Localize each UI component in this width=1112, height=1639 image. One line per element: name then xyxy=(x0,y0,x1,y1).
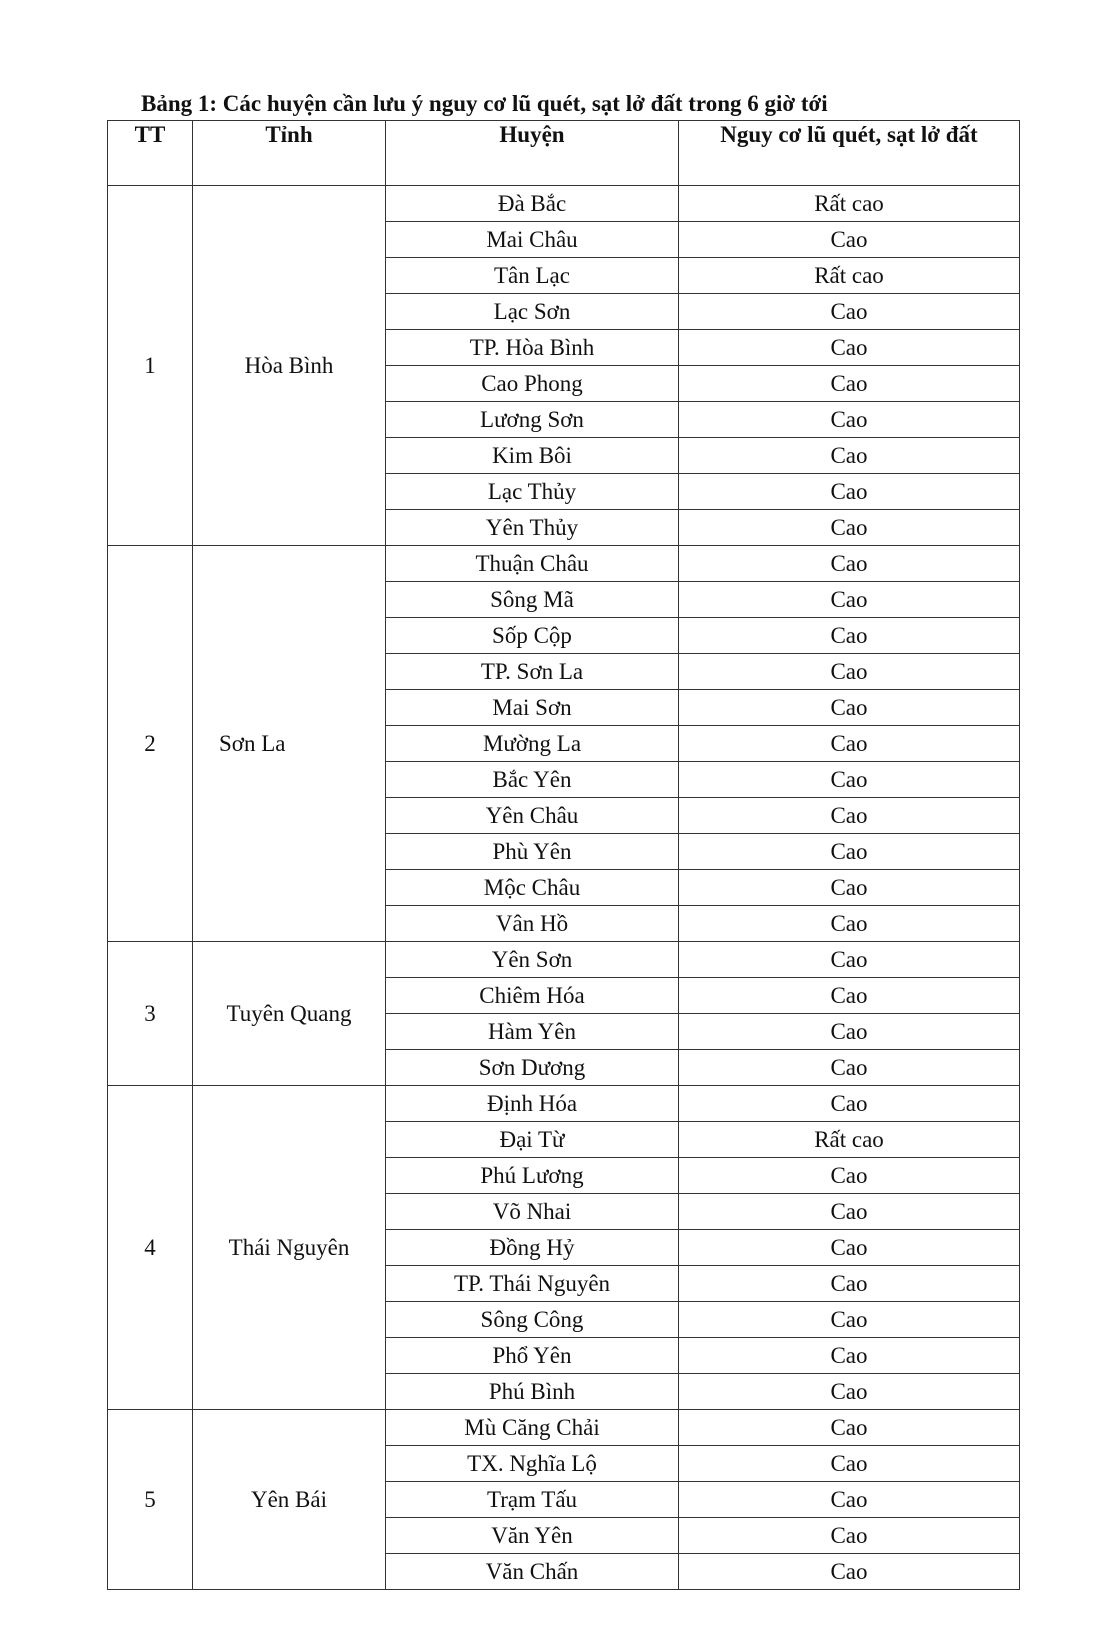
risk-cell: Cao xyxy=(679,1410,1020,1446)
district-cell: Mộc Châu xyxy=(386,870,679,906)
district-cell: TX. Nghĩa Lộ xyxy=(386,1446,679,1482)
risk-cell: Cao xyxy=(679,798,1020,834)
district-cell: Vân Hồ xyxy=(386,906,679,942)
risk-cell: Cao xyxy=(679,618,1020,654)
district-cell: Lạc Sơn xyxy=(386,294,679,330)
district-cell: Thuận Châu xyxy=(386,546,679,582)
district-cell: Yên Thủy xyxy=(386,510,679,546)
district-cell: Tân Lạc xyxy=(386,258,679,294)
risk-cell: Cao xyxy=(679,1482,1020,1518)
risk-cell: Cao xyxy=(679,1554,1020,1590)
table-row xyxy=(108,942,1020,978)
district-cell: Phú Bình xyxy=(386,1374,679,1410)
header-risk: Nguy cơ lũ quét, sạt lở đất xyxy=(679,121,1020,186)
risk-cell: Cao xyxy=(679,654,1020,690)
district-cell: Văn Chấn xyxy=(386,1554,679,1590)
district-cell: Hàm Yên xyxy=(386,1014,679,1050)
risk-cell: Cao xyxy=(679,1230,1020,1266)
district-cell: Định Hóa xyxy=(386,1086,679,1122)
risk-cell: Cao xyxy=(679,1194,1020,1230)
risk-cell: Cao xyxy=(679,942,1020,978)
district-cell: Đà Bắc xyxy=(386,186,679,222)
district-cell: Mai Sơn xyxy=(386,690,679,726)
risk-cell: Cao xyxy=(679,222,1020,258)
district-cell: Yên Châu xyxy=(386,798,679,834)
risk-cell: Cao xyxy=(679,690,1020,726)
province-cell: Thái Nguyên xyxy=(193,1086,386,1410)
district-cell: Bắc Yên xyxy=(386,762,679,798)
risk-cell: Cao xyxy=(679,978,1020,1014)
risk-cell: Cao xyxy=(679,366,1020,402)
province-cell: Yên Bái xyxy=(193,1410,386,1590)
risk-cell: Cao xyxy=(679,294,1020,330)
table-title: Bảng 1: Các huyện cần lưu ý nguy cơ lũ quét, sạt lở đất trong 6 giờ tới xyxy=(141,91,828,116)
table-row xyxy=(108,1086,1020,1122)
tt-cell: 2 xyxy=(108,546,193,942)
risk-cell: Cao xyxy=(679,1014,1020,1050)
risk-cell: Cao xyxy=(679,762,1020,798)
table-row xyxy=(108,186,1020,222)
district-cell: Sơn Dương xyxy=(386,1050,679,1086)
tt-cell: 1 xyxy=(108,186,193,546)
risk-cell: Cao xyxy=(679,402,1020,438)
district-cell: Sông Mã xyxy=(386,582,679,618)
province-cell: Hòa Bình xyxy=(193,186,386,546)
district-cell: Sông Công xyxy=(386,1302,679,1338)
district-cell: Lạc Thủy xyxy=(386,474,679,510)
risk-cell: Cao xyxy=(679,1374,1020,1410)
district-cell: Phú Lương xyxy=(386,1158,679,1194)
district-cell: Sốp Cộp xyxy=(386,618,679,654)
risk-cell: Rất cao xyxy=(679,258,1020,294)
risk-cell: Cao xyxy=(679,438,1020,474)
header-tt: TT xyxy=(108,121,193,186)
district-cell: Kim Bôi xyxy=(386,438,679,474)
district-cell: Phù Yên xyxy=(386,834,679,870)
risk-cell: Cao xyxy=(679,1446,1020,1482)
risk-table xyxy=(107,120,1020,1590)
risk-cell: Cao xyxy=(679,1518,1020,1554)
district-cell: Võ Nhai xyxy=(386,1194,679,1230)
province-cell: Sơn La xyxy=(193,546,386,942)
table-body xyxy=(108,186,1020,1590)
risk-cell: Rất cao xyxy=(679,1122,1020,1158)
risk-cell: Cao xyxy=(679,510,1020,546)
district-cell: TP. Hòa Bình xyxy=(386,330,679,366)
risk-cell: Rất cao xyxy=(679,186,1020,222)
risk-cell: Cao xyxy=(679,1050,1020,1086)
header-district: Huyện xyxy=(386,121,679,186)
risk-cell: Cao xyxy=(679,726,1020,762)
district-cell: TP. Thái Nguyên xyxy=(386,1266,679,1302)
district-cell: Yên Sơn xyxy=(386,942,679,978)
risk-cell: Cao xyxy=(679,1338,1020,1374)
district-cell: Đại Từ xyxy=(386,1122,679,1158)
district-cell: Văn Yên xyxy=(386,1518,679,1554)
tt-cell: 5 xyxy=(108,1410,193,1590)
risk-cell: Cao xyxy=(679,1158,1020,1194)
risk-cell: Cao xyxy=(679,1086,1020,1122)
district-cell: Chiêm Hóa xyxy=(386,978,679,1014)
risk-cell: Cao xyxy=(679,834,1020,870)
header-row xyxy=(108,121,1020,186)
district-cell: Mường La xyxy=(386,726,679,762)
risk-cell: Cao xyxy=(679,1266,1020,1302)
district-cell: Mù Căng Chải xyxy=(386,1410,679,1446)
table-row xyxy=(108,1410,1020,1446)
district-cell: Cao Phong xyxy=(386,366,679,402)
table-row xyxy=(108,546,1020,582)
risk-cell: Cao xyxy=(679,1302,1020,1338)
risk-cell: Cao xyxy=(679,546,1020,582)
district-cell: Trạm Tấu xyxy=(386,1482,679,1518)
risk-cell: Cao xyxy=(679,870,1020,906)
header-province: Tỉnh xyxy=(193,121,386,186)
risk-cell: Cao xyxy=(679,906,1020,942)
district-cell: Mai Châu xyxy=(386,222,679,258)
district-cell: Lương Sơn xyxy=(386,402,679,438)
district-cell: Phổ Yên xyxy=(386,1338,679,1374)
district-cell: TP. Sơn La xyxy=(386,654,679,690)
risk-cell: Cao xyxy=(679,474,1020,510)
tt-cell: 3 xyxy=(108,942,193,1086)
risk-cell: Cao xyxy=(679,330,1020,366)
province-cell: Tuyên Quang xyxy=(193,942,386,1086)
tt-cell: 4 xyxy=(108,1086,193,1410)
district-cell: Đồng Hỷ xyxy=(386,1230,679,1266)
risk-cell: Cao xyxy=(679,582,1020,618)
